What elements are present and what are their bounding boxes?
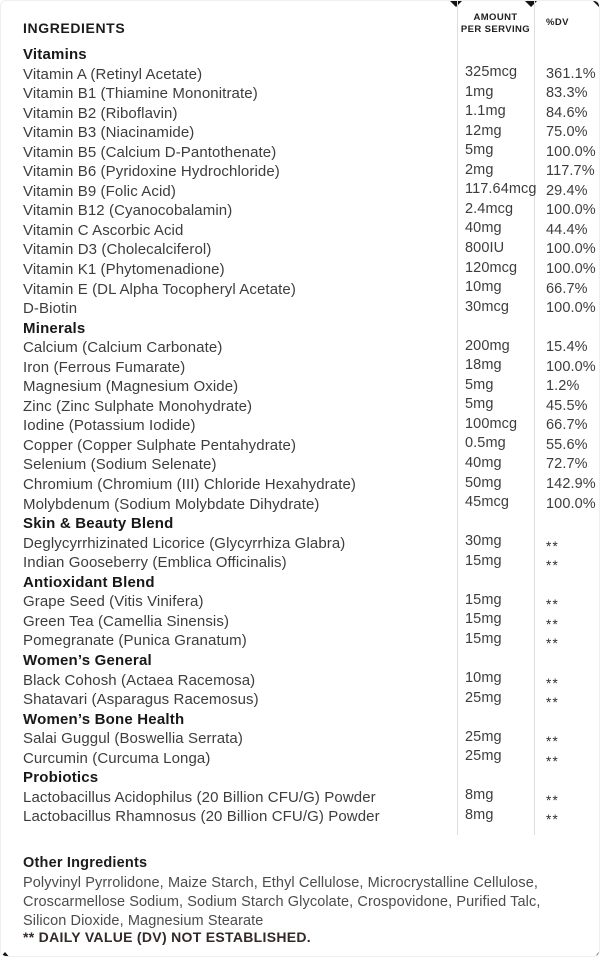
ingredient-row xyxy=(1,182,600,202)
ingredient-name: Vitamin E (DL Alpha Tocopheryl Acetate) xyxy=(23,280,296,298)
ingredient-row xyxy=(1,397,600,417)
amount-value: 15mg xyxy=(465,611,502,628)
amount-value: 25mg xyxy=(465,748,502,765)
ingredient-row xyxy=(1,260,600,280)
ingredient-row xyxy=(1,671,600,691)
amount-value: 5mg xyxy=(465,396,494,413)
dv-value: 1.2% xyxy=(546,378,580,395)
dv-value: 45.5% xyxy=(546,397,588,414)
ingredient-row xyxy=(1,592,600,612)
amount-value: 15mg xyxy=(465,591,502,608)
ingredient-row xyxy=(1,84,600,104)
amount-value: 45mcg xyxy=(465,494,510,511)
dv-value: 100.0% xyxy=(546,143,596,160)
dv-value: ** xyxy=(546,792,559,808)
ingredient-name: Vitamin B6 (Pyridoxine Hydrochloride) xyxy=(23,163,280,181)
ingredient-name: Curcumin (Curcuma Longa) xyxy=(23,749,211,767)
section-header-row xyxy=(1,319,600,339)
section-amount-spacer xyxy=(457,317,534,337)
ingredients-column-header: INGREDIENTS xyxy=(23,20,126,36)
other-ingredients-title: Other Ingredients xyxy=(23,855,148,871)
section-header-row xyxy=(1,651,600,671)
dv-value: 72.7% xyxy=(546,456,588,473)
ingredient-name: Lactobacillus Acidophilus (20 Billion CFU/G) Powder xyxy=(23,788,376,806)
dv-value: 15.4% xyxy=(546,339,588,356)
dv-value: ** xyxy=(546,538,559,554)
section-amount-spacer xyxy=(457,44,534,64)
dv-value: 100.0% xyxy=(546,300,596,317)
amount-value: 12mg xyxy=(465,122,502,139)
amount-value: 30mcg xyxy=(465,298,510,315)
ingredient-row xyxy=(1,299,600,319)
section-name: Probiotics xyxy=(23,769,99,787)
ingredient-name: Vitamin K1 (Phytomenadione) xyxy=(23,261,225,279)
ingredient-name: Black Cohosh (Actaea Racemosa) xyxy=(23,671,256,689)
ingredient-name: Iron (Ferrous Fumarate) xyxy=(23,358,186,376)
dv-value: ** xyxy=(546,695,559,711)
ingredient-name: Calcium (Calcium Carbonate) xyxy=(23,339,223,357)
section-name: Skin & Beauty Blend xyxy=(23,515,174,533)
dv-value: 44.4% xyxy=(546,221,588,238)
ingredient-row xyxy=(1,123,600,143)
ingredient-row xyxy=(1,455,600,475)
ingredient-name: Vitamin A (Retinyl Acetate) xyxy=(23,65,203,83)
amount-value: 120mcg xyxy=(465,259,518,276)
ingredient-row xyxy=(1,338,600,358)
dv-value: ** xyxy=(546,734,559,750)
dv-value: ** xyxy=(546,675,559,691)
ingredient-row xyxy=(1,788,600,808)
section-amount-spacer xyxy=(457,767,534,787)
ingredient-name: Selenium (Sodium Selenate) xyxy=(23,456,217,474)
section-header-row xyxy=(1,45,600,65)
clipped-marker-bottom-right-icon xyxy=(593,952,600,957)
ingredient-row xyxy=(1,690,600,710)
ingredient-name: Vitamin B3 (Niacinamide) xyxy=(23,124,195,142)
amount-header-line1: AMOUNT xyxy=(473,12,518,23)
ingredient-row xyxy=(1,749,600,769)
dv-column-header: %DV xyxy=(546,17,569,28)
section-name: Minerals xyxy=(23,319,86,337)
ingredient-row xyxy=(1,416,600,436)
dv-value: 75.0% xyxy=(546,124,588,141)
amount-value: 2.4mcg xyxy=(465,200,514,217)
amount-value: 25mg xyxy=(465,689,502,706)
ingredient-row xyxy=(1,65,600,85)
ingredient-name: Pomegranate (Punica Granatum) xyxy=(23,632,247,650)
section-name: Women’s General xyxy=(23,651,152,669)
amount-value: 1mg xyxy=(465,83,494,100)
ingredient-row xyxy=(1,377,600,397)
section-dv-spacer xyxy=(534,514,600,534)
other-ingredients-text: Polyvinyl Pyrrolidone, Maize Starch, Ethyl Cellulose, Microcrystalline Cellulose, Croscarmellose Sodium, Sodium Starch Glycolate, Crospovidone, Purified Talc, Silicon Dioxide, Magnesium Stearate xyxy=(23,875,541,929)
dv-value: 29.4% xyxy=(546,182,588,199)
ingredient-row xyxy=(1,143,600,163)
amount-value: 15mg xyxy=(465,552,502,569)
amount-value: 325mcg xyxy=(465,64,518,81)
section-header-row xyxy=(1,768,600,788)
section-amount-spacer xyxy=(457,708,534,728)
dv-value: 117.7% xyxy=(546,163,595,180)
section-header-row xyxy=(1,514,600,534)
amount-value: 10mg xyxy=(465,670,502,686)
dv-value: 66.7% xyxy=(546,417,588,434)
section-amount-spacer xyxy=(457,513,534,533)
ingredient-name: D-Biotin xyxy=(23,300,78,318)
dv-value: ** xyxy=(546,753,559,769)
daily-value-footnote: ** DAILY VALUE (DV) NOT ESTABLISHED. xyxy=(23,929,311,945)
ingredient-name: Grape Seed (Vitis Vinifera) xyxy=(23,593,204,611)
dv-value: 100.0% xyxy=(546,202,596,219)
amount-header-line2: PER SERVING xyxy=(460,23,531,35)
clipped-marker-top-2-icon xyxy=(525,1,537,7)
amount-value: 18mg xyxy=(465,357,502,374)
dv-value: ** xyxy=(546,636,559,652)
amount-value: 15mg xyxy=(465,630,502,647)
amount-value: 2mg xyxy=(465,161,494,178)
ingredient-name: Molybdenum (Sodium Molybdate Dihydrate) xyxy=(23,495,320,513)
dv-value: 100.0% xyxy=(546,358,596,375)
ingredient-name: Vitamin B12 (Cyanocobalamin) xyxy=(23,202,233,220)
ingredient-row xyxy=(1,729,600,749)
clipped-marker-bottom-left-icon xyxy=(0,952,11,957)
dv-value: ** xyxy=(546,812,559,828)
section-dv-spacer xyxy=(534,45,600,65)
dv-value: ** xyxy=(546,558,559,574)
ingredient-row xyxy=(1,280,600,300)
ingredients-table xyxy=(1,45,600,827)
ingredient-name: Magnesium (Magnesium Oxide) xyxy=(23,378,239,396)
ingredient-row xyxy=(1,807,600,827)
dv-value: 361.1% xyxy=(546,65,596,82)
amount-value: 8mg xyxy=(465,787,494,804)
amount-value: 8mg xyxy=(465,806,494,823)
amount-value: 40mg xyxy=(465,220,502,237)
ingredient-row xyxy=(1,240,600,260)
ingredient-name: Copper (Copper Sulphate Pentahydrate) xyxy=(23,436,297,454)
amount-per-serving-column-header xyxy=(457,12,534,35)
ingredient-row xyxy=(1,553,600,573)
ingredient-name: Salai Guggul (Boswellia Serrata) xyxy=(23,730,243,748)
ingredient-name: Zinc (Zinc Sulphate Monohydrate) xyxy=(23,397,253,415)
ingredient-name: Green Tea (Camellia Sinensis) xyxy=(23,612,230,630)
ingredient-name: Iodine (Potassium Iodide) xyxy=(23,417,196,435)
ingredient-name: Indian Gooseberry (Emblica Officinalis) xyxy=(23,554,287,572)
ingredient-row xyxy=(1,534,600,554)
ingredient-name: Vitamin C Ascorbic Acid xyxy=(23,221,184,239)
section-amount-spacer xyxy=(457,649,534,669)
amount-value: 0.5mg xyxy=(465,435,506,452)
amount-value: 5mg xyxy=(465,142,494,159)
amount-value: 5mg xyxy=(465,376,494,393)
ingredient-row xyxy=(1,162,600,182)
section-dv-spacer xyxy=(534,319,600,339)
amount-value: 200mg xyxy=(465,337,510,354)
amount-value: 800IU xyxy=(465,239,505,256)
dv-value: 83.3% xyxy=(546,85,588,102)
amount-value: 25mg xyxy=(465,728,502,745)
clipped-marker-top-1-icon xyxy=(450,1,462,7)
dv-value: 55.6% xyxy=(546,436,588,453)
ingredient-name: Vitamin B1 (Thiamine Mononitrate) xyxy=(23,85,258,103)
ingredient-name: Shatavari (Asparagus Racemosus) xyxy=(23,691,259,709)
ingredient-name: Lactobacillus Rhamnosus (20 Billion CFU/G) Powder xyxy=(23,808,380,826)
ingredient-row xyxy=(1,475,600,495)
ingredient-name: Vitamin B2 (Riboflavin) xyxy=(23,104,178,122)
dv-value: 84.6% xyxy=(546,104,588,121)
clipped-marker-top-right-icon xyxy=(593,1,600,7)
dv-value: 66.7% xyxy=(546,280,588,297)
section-name: Antioxidant Blend xyxy=(23,573,155,591)
ingredient-name: Chromium (Chromium (III) Chloride Hexahydrate) xyxy=(23,476,357,494)
section-header-row xyxy=(1,710,600,730)
section-name: Vitamins xyxy=(23,46,87,63)
ingredient-row xyxy=(1,612,600,632)
dv-value: 100.0% xyxy=(546,261,596,278)
dv-value: ** xyxy=(546,616,559,632)
dv-value: 142.9% xyxy=(546,476,596,493)
ingredient-row xyxy=(1,495,600,515)
amount-value: 30mg xyxy=(465,533,502,550)
ingredient-row xyxy=(1,436,600,456)
ingredient-row xyxy=(1,631,600,651)
ingredient-name: Vitamin B9 (Folic Acid) xyxy=(23,182,176,200)
ingredient-row xyxy=(1,201,600,221)
ingredient-name: Vitamin B5 (Calcium D-Pantothenate) xyxy=(23,143,277,161)
ingredient-name: Vitamin D3 (Cholecalciferol) xyxy=(23,241,212,259)
ingredient-name: Deglycyrrhizinated Licorice (Glycyrrhiza Glabra) xyxy=(23,534,346,552)
dv-value: 100.0% xyxy=(546,495,596,512)
ingredient-row xyxy=(1,104,600,124)
dv-value: ** xyxy=(546,597,559,613)
amount-value: 117.64mcg xyxy=(465,181,537,198)
section-name: Women’s Bone Health xyxy=(23,710,185,728)
ingredient-row xyxy=(1,358,600,378)
amount-value: 100mcg xyxy=(465,415,518,432)
section-amount-spacer xyxy=(457,571,534,591)
ingredient-row xyxy=(1,221,600,241)
amount-value: 10mg xyxy=(465,279,502,296)
dv-value: 100.0% xyxy=(546,241,596,258)
amount-value: 40mg xyxy=(465,454,502,471)
section-header-row xyxy=(1,573,600,593)
amount-value: 50mg xyxy=(465,474,502,491)
other-ingredients-block xyxy=(23,855,565,931)
amount-value: 1.1mg xyxy=(465,103,506,120)
